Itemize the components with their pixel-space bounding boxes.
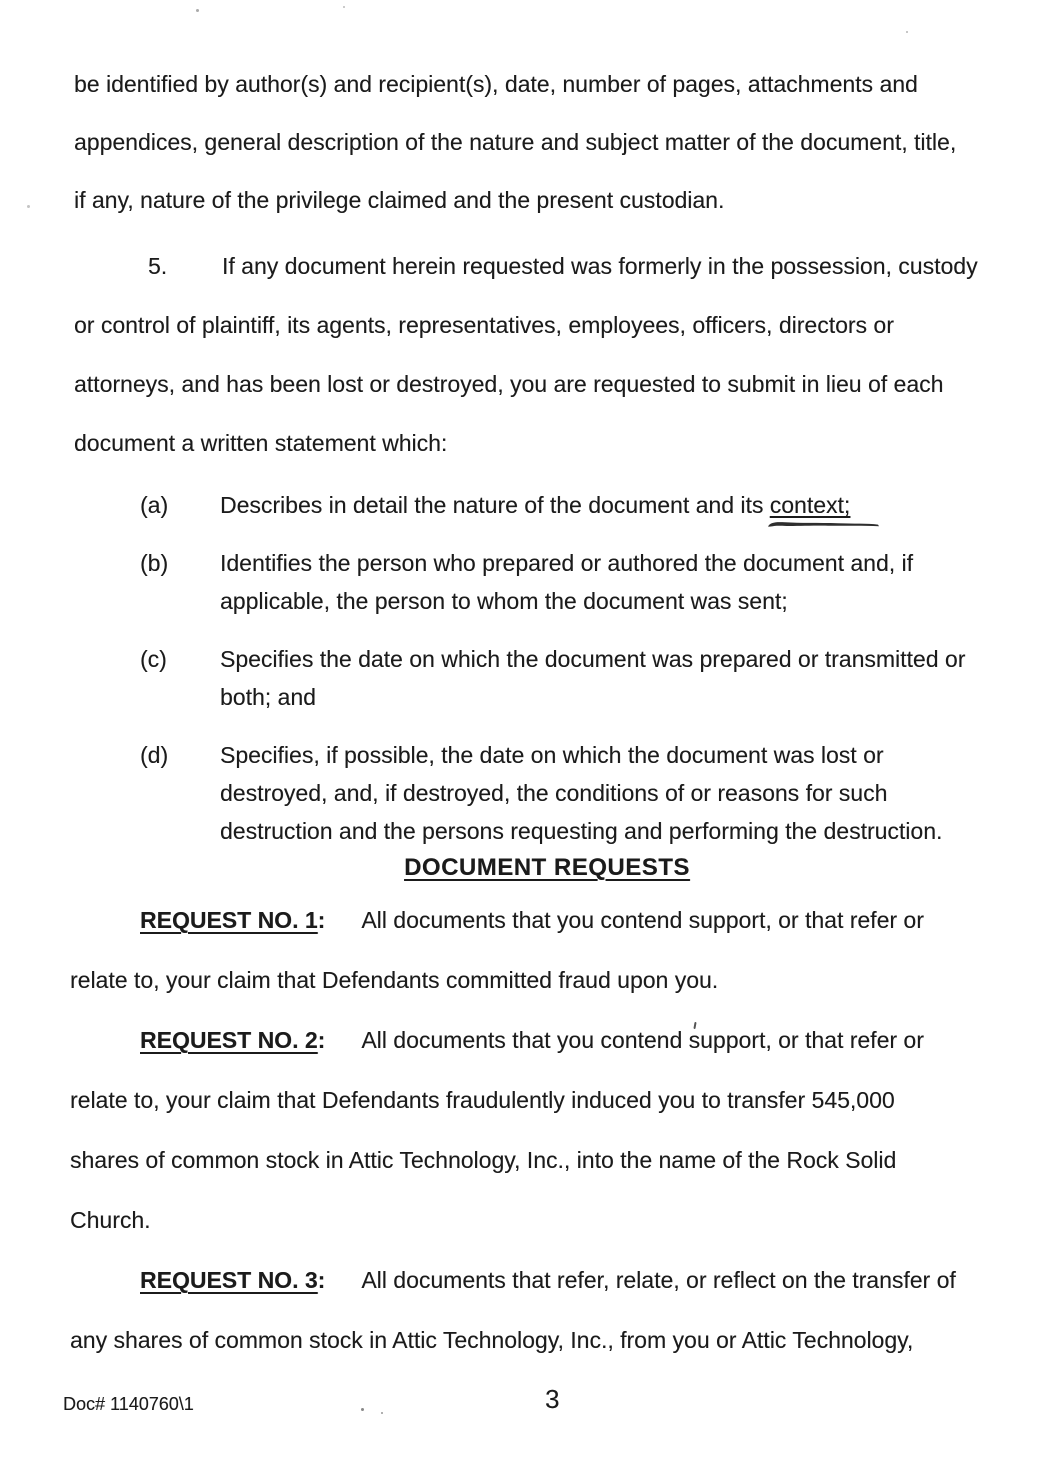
subitem-letter: (b) <box>140 550 169 576</box>
text-line: Specifies the date on which the document was prepared or transmitted or <box>220 646 966 672</box>
text-line: Identifies the person who prepared or authored the document and, if <box>220 550 914 576</box>
text-line: Specifies, if possible, the date on which the document was lost or <box>220 742 884 768</box>
text-line: destruction and the persons requesting and performing the destruction. <box>220 818 943 844</box>
text-line: attorneys, and has been lost or destroyed, you are requested to submit in lieu of each <box>74 371 944 397</box>
scan-speck <box>361 1408 364 1411</box>
text-segment: Describes in detail the nature of the document and its <box>220 492 770 518</box>
text-segment: context; <box>769 492 851 518</box>
text-line: relate to, your claim that Defendants fraudulently induced you to transfer 545,000 <box>70 1087 895 1113</box>
text-line: document a written statement which: <box>74 430 448 456</box>
subitem-a <box>140 486 1044 524</box>
text-line <box>70 1250 956 1310</box>
text-line: or control of plaintiff, its agents, representatives, employees, officers, directors or <box>74 312 894 338</box>
paragraph-5 <box>74 237 978 473</box>
request-label: REQUEST NO. 3 <box>140 1267 318 1293</box>
subitem-text <box>220 544 1044 620</box>
request-label: REQUEST NO. 1 <box>140 907 318 933</box>
scan-speck <box>906 31 908 33</box>
subitem-letter: (c) <box>140 646 167 672</box>
page-number: 3 <box>545 1384 560 1414</box>
text-segment: All documents that refer, relate, or reflect on the transfer of <box>361 1267 956 1293</box>
text-segment: All documents that you contend support, or that refer or <box>361 1027 924 1053</box>
subitem-d <box>140 736 1044 850</box>
text-line <box>220 492 850 518</box>
text-segment: All documents that you contend support, or that refer or <box>361 907 924 933</box>
request-colon: : <box>317 1267 326 1293</box>
text-line: appendices, general description of the nature and subject matter of the document, title, <box>74 129 957 155</box>
text-segment: If any document herein requested was formerly in the possession, custody <box>222 253 978 279</box>
text-line: applicable, the person to whom the document was sent; <box>220 588 788 614</box>
footer-doc-number: Doc# 1140760\1 <box>63 1394 194 1414</box>
subitem-list <box>140 486 1044 870</box>
intro-paragraph <box>74 55 956 229</box>
scan-speck <box>343 6 345 8</box>
scan-speck <box>196 9 199 12</box>
request-colon: : <box>317 1027 326 1053</box>
request-label: REQUEST NO. 2 <box>140 1027 318 1053</box>
text-line: both; and <box>220 684 316 710</box>
text-line: Church. <box>70 1207 151 1233</box>
text-line: any shares of common stock in Attic Technology, Inc., from you or Attic Technology, <box>70 1327 914 1353</box>
underlined-word <box>770 492 851 518</box>
section-heading: DOCUMENT REQUESTS <box>404 854 690 881</box>
text-line: shares of common stock in Attic Technology, Inc., into the name of the Rock Solid <box>70 1147 897 1173</box>
subitem-b <box>140 544 1044 620</box>
subitem-letter: (d) <box>140 742 169 768</box>
subitem-text <box>220 486 1044 524</box>
text-line <box>70 890 956 950</box>
subitem-text <box>220 736 1044 850</box>
handwritten-underline-mark <box>766 517 882 531</box>
text-line: if any, nature of the privilege claimed and the present custodian. <box>74 187 725 213</box>
text-line: relate to, your claim that Defendants committed fraud upon you. <box>70 967 719 993</box>
subitem-letter: (a) <box>140 492 169 518</box>
text-line <box>70 1010 956 1070</box>
subitem-text <box>220 640 1044 716</box>
request-colon: : <box>317 907 326 933</box>
paragraph-number: 5. <box>148 253 168 279</box>
scan-speck <box>27 205 30 208</box>
text-line <box>74 237 978 296</box>
scan-speck <box>381 1412 383 1414</box>
text-line: destroyed, and, if destroyed, the conditions of or reasons for such <box>220 780 888 806</box>
subitem-c <box>140 640 1044 716</box>
text-line: be identified by author(s) and recipient(s), date, number of pages, attachments and <box>74 71 918 97</box>
document-requests <box>70 890 956 1370</box>
